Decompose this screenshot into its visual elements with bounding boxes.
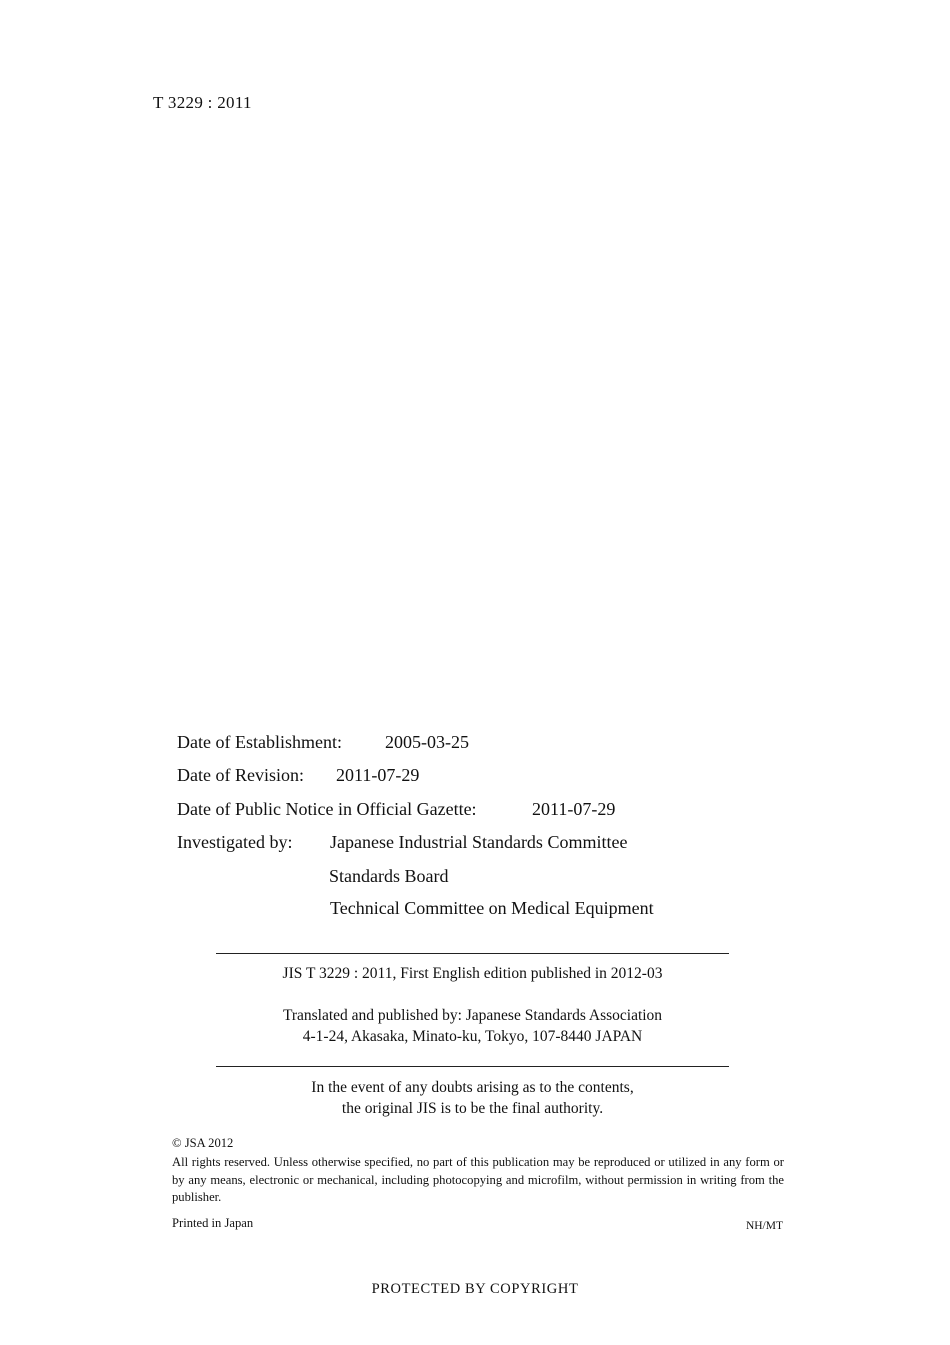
establishment-row	[177, 732, 469, 753]
publisher-line: Translated and published by: Japanese Standards Association	[282, 1007, 663, 1024]
gazette-date: 2011-07-29	[532, 799, 616, 819]
printed-location: Printed in Japan	[172, 1216, 254, 1230]
publisher-address: 4-1-24, Akasaka, Minato-ku, Tokyo, 107-8440 JAPAN	[302, 1028, 643, 1045]
document-code: T 3229 : 2011	[153, 93, 252, 112]
revision-label: Date of Revision:	[177, 765, 304, 785]
divider-bottom-middle	[334, 1066, 524, 1067]
print-code: NH/MT	[745, 1220, 783, 1232]
investigated-row	[177, 832, 628, 853]
divider-bottom-right	[524, 1066, 729, 1067]
investigated-committee: Japanese Industrial Standards Committee	[330, 832, 628, 852]
rights-statement: All rights reserved. Unless otherwise specified, no part of this publication may be reproduced or utilized in any form or by any means, electronic or mechanical, including photocopying and microfilm, without permission in writing from the publisher.	[172, 1155, 784, 1204]
investigated-technical-committee: Technical Committee on Medical Equipment	[330, 898, 654, 918]
revision-row	[177, 765, 420, 786]
gazette-label: Date of Public Notice in Official Gazette:	[177, 799, 477, 819]
investigated-label: Investigated by:	[177, 832, 293, 852]
investigated-board: Standards Board	[329, 866, 449, 886]
copyright-notice: © JSA 2012	[172, 1136, 234, 1150]
divider-top	[216, 953, 729, 954]
establishment-label: Date of Establishment:	[177, 732, 342, 752]
edition-line: JIS T 3229 : 2011, First English edition published in 2012-03	[282, 965, 663, 982]
protected-footer: PROTECTED BY COPYRIGHT	[371, 1281, 579, 1297]
gazette-row	[177, 799, 616, 820]
revision-date: 2011-07-29	[336, 765, 420, 785]
authority-note-line1: In the event of any doubts arising as to the contents,	[311, 1079, 634, 1096]
authority-note-line2: the original JIS is to be the final authority.	[341, 1100, 604, 1117]
divider-bottom-left	[216, 1066, 334, 1067]
establishment-date: 2005-03-25	[385, 732, 469, 752]
